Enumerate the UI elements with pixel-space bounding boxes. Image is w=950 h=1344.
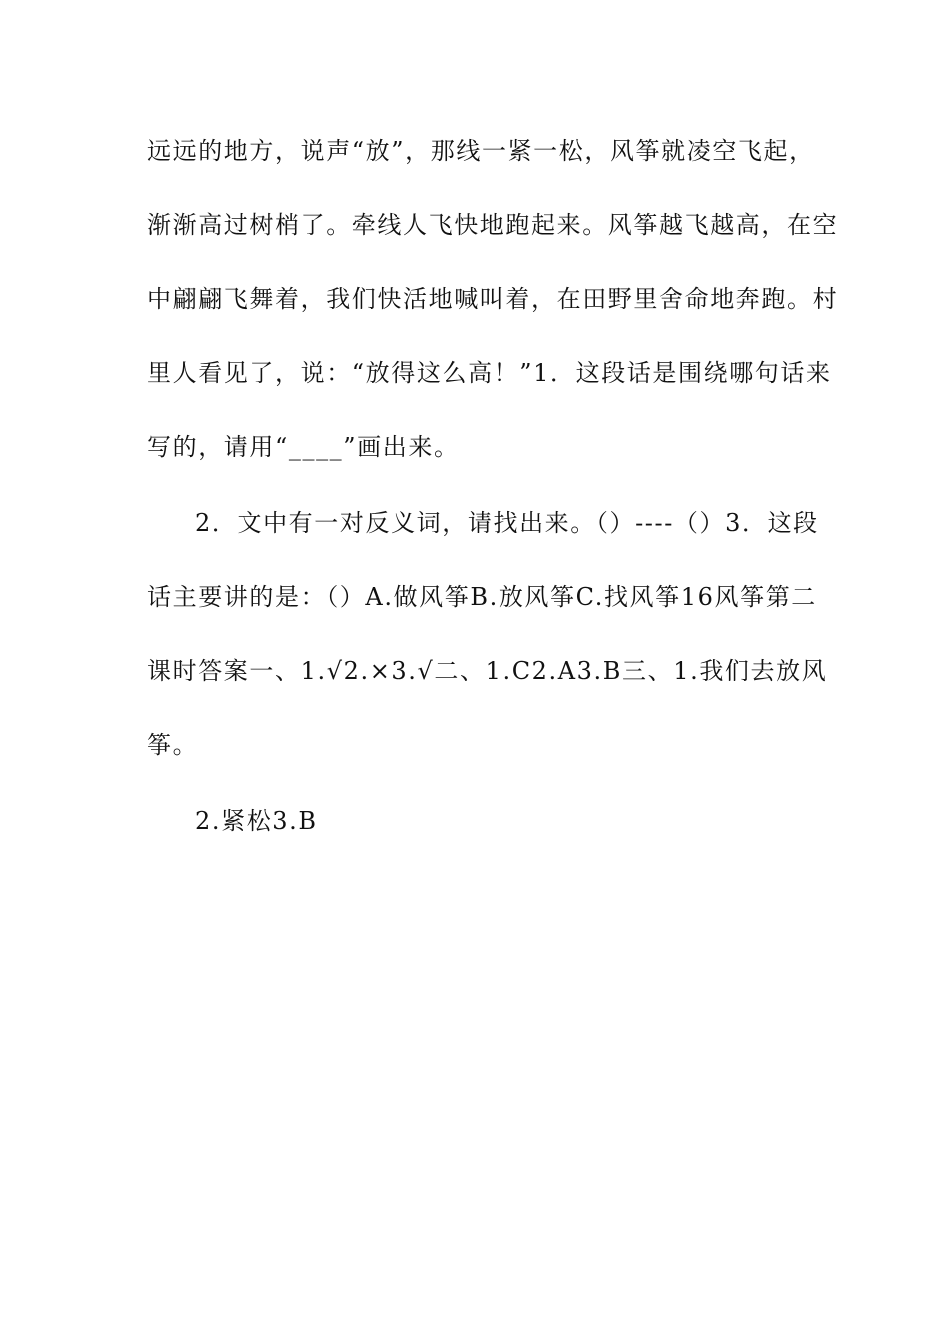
text-line: 课时答案一、1.√2.×3.√二、1.C2.A3.B三、1.我们去放风 [147, 657, 828, 685]
text-line: 筝。 [147, 731, 199, 759]
text-line: 写的，请用“____”画出来。 [147, 433, 460, 461]
text-line: 2．文中有一对反义词，请找出来。（）----（）3．这段 [195, 509, 819, 537]
text-line: 2.紧松3.B [195, 807, 318, 835]
text-line: 渐渐高过树梢了。牵线人飞快地跑起来。风筝越飞越高，在空 [147, 211, 839, 239]
text-line: 远远的地方，说声“放”，那线一紧一松，风筝就凌空飞起， [147, 137, 815, 165]
text-line: 话主要讲的是：（）A.做风筝B.放风筝C.找风筝16风筝第二 [147, 583, 817, 611]
text-line: 里人看见了，说：“放得这么高！”1．这段话是围绕哪句话来 [147, 359, 832, 387]
text-line: 中翩翩飞舞着，我们快活地喊叫着，在田野里舍命地奔跑。村 [147, 285, 839, 313]
